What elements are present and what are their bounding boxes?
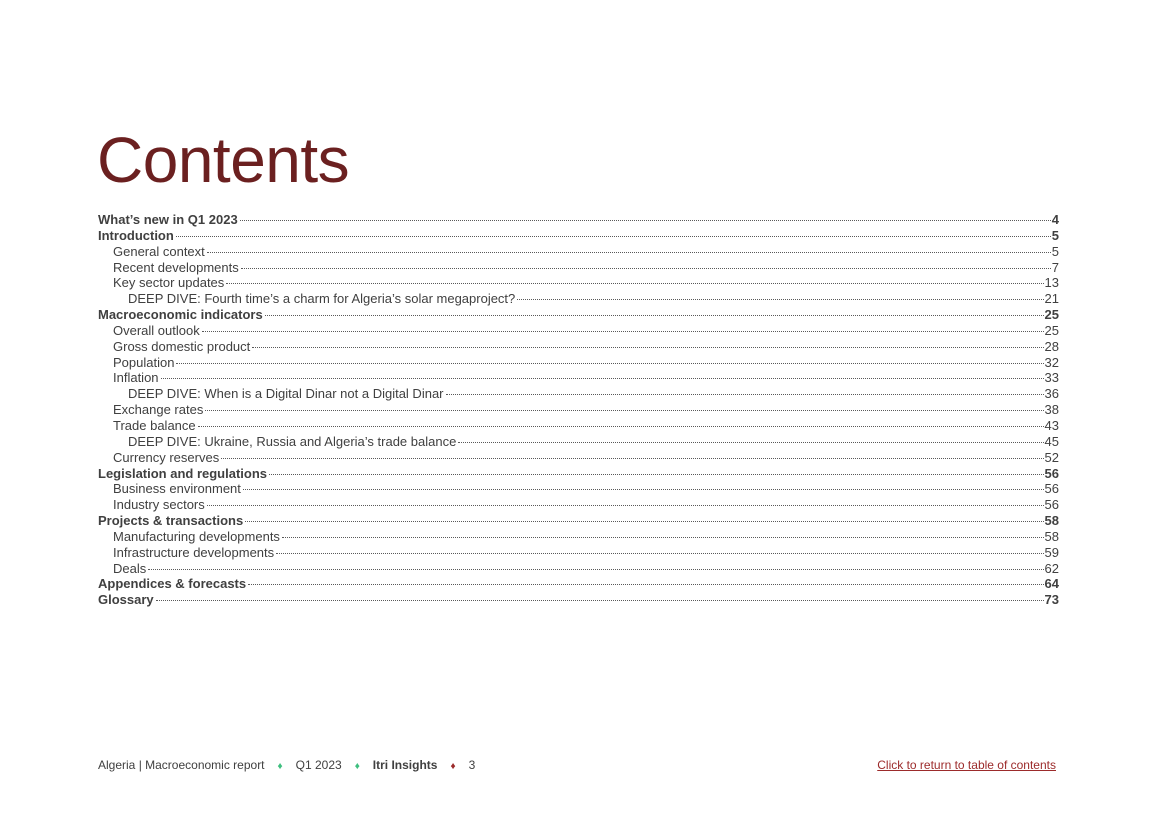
toc-dot-leader: [176, 236, 1051, 237]
toc-entry-title: Appendices & forecasts: [98, 576, 247, 592]
toc-entry-title: Overall outlook: [113, 322, 200, 338]
toc-dot-leader: [226, 283, 1043, 284]
toc-entry-page: 56: [1044, 497, 1059, 513]
toc-entry-title: Infrastructure developments: [113, 544, 275, 560]
diamond-icon: ♦: [277, 761, 283, 772]
toc-entry-title: Trade balance: [113, 417, 196, 433]
toc-entry-title: Key sector updates: [113, 275, 225, 291]
toc-dot-leader: [207, 252, 1051, 253]
toc-entry-title: Deals: [113, 560, 147, 576]
toc-dot-leader: [202, 331, 1044, 332]
toc-entry[interactable]: [98, 497, 1059, 513]
footer-page-number: 3: [468, 758, 476, 772]
footer-quarter: Q1 2023: [295, 758, 342, 772]
toc-entry[interactable]: [98, 307, 1059, 323]
diamond-icon: ♦: [354, 761, 360, 772]
toc-entry[interactable]: [98, 513, 1059, 529]
return-to-toc-link[interactable]: Click to return to table of contents: [877, 758, 1056, 772]
toc-entry[interactable]: [98, 561, 1059, 577]
toc-entry-title: Currency reserves: [113, 449, 220, 465]
toc-dot-leader: [198, 426, 1044, 427]
toc-entry[interactable]: [98, 228, 1059, 244]
toc-entry[interactable]: [98, 244, 1059, 260]
toc-entry-page: 7: [1051, 259, 1059, 275]
toc-entry[interactable]: [98, 450, 1059, 466]
toc-entry[interactable]: [98, 545, 1059, 561]
toc-dot-leader: [458, 442, 1043, 443]
toc-dot-leader: [446, 394, 1044, 395]
toc-dot-leader: [265, 315, 1044, 316]
toc-entry[interactable]: [98, 592, 1059, 608]
toc-entry-title: Population: [113, 354, 175, 370]
toc-entry-page: 32: [1044, 354, 1059, 370]
toc-dot-leader: [161, 378, 1044, 379]
toc-dot-leader: [517, 299, 1043, 300]
toc-entry-title: Introduction: [98, 227, 174, 243]
toc-entry-title: DEEP DIVE: When is a Digital Dinar not a Digital Dinar: [128, 386, 444, 402]
toc-entry[interactable]: [98, 386, 1059, 402]
toc-entry-title: Manufacturing developments: [113, 528, 280, 544]
page-title: Contents: [97, 124, 350, 196]
toc-entry[interactable]: [98, 291, 1059, 307]
footer-report-name: Algeria | Macroeconomic report: [98, 758, 265, 772]
toc-entry[interactable]: [98, 275, 1059, 291]
toc-dot-leader: [148, 569, 1043, 570]
toc-entry[interactable]: [98, 576, 1059, 592]
toc-entry-title: Industry sectors: [113, 497, 205, 513]
toc-entry-title: Glossary: [98, 592, 154, 608]
toc-entry-page: 38: [1044, 402, 1059, 418]
toc-entry-page: 13: [1044, 275, 1059, 291]
toc-entry-page: 45: [1044, 433, 1059, 449]
toc-entry-title: Recent developments: [113, 259, 239, 275]
toc-entry-page: 59: [1044, 544, 1059, 560]
toc-entry[interactable]: [98, 370, 1059, 386]
toc-entry-page: 25: [1044, 307, 1059, 323]
toc-entry-title: Legislation and regulations: [98, 465, 268, 481]
toc-dot-leader: [205, 410, 1043, 411]
toc-entry[interactable]: [98, 481, 1059, 497]
toc-entry[interactable]: [98, 260, 1059, 276]
toc-entry[interactable]: [98, 434, 1059, 450]
toc-dot-leader: [241, 268, 1051, 269]
toc-entry[interactable]: [98, 323, 1059, 339]
toc-dot-leader: [282, 537, 1044, 538]
toc-dot-leader: [240, 220, 1051, 221]
toc-entry-page: 21: [1044, 291, 1059, 307]
toc-dot-leader: [252, 347, 1043, 348]
footer: [98, 757, 475, 775]
footer-brand: Itri Insights: [372, 758, 438, 772]
toc-dot-leader: [243, 489, 1044, 490]
toc-dot-leader: [156, 600, 1044, 601]
toc-dot-leader: [207, 505, 1044, 506]
toc-entry-title: Macroeconomic indicators: [98, 307, 263, 323]
toc-dot-leader: [269, 474, 1044, 475]
toc-entry-title: What’s new in Q1 2023: [98, 212, 238, 227]
toc-entry-page: 73: [1044, 592, 1059, 608]
toc-entry-page: 58: [1044, 513, 1059, 529]
toc-entry-title: DEEP DIVE: Ukraine, Russia and Algeria’s trade balance: [128, 433, 457, 449]
toc-entry[interactable]: [98, 355, 1059, 371]
toc-entry[interactable]: [98, 339, 1059, 355]
toc-entry-page: 5: [1051, 227, 1059, 243]
toc-entry[interactable]: [98, 212, 1059, 228]
toc-dot-leader: [176, 363, 1043, 364]
toc-entry-title: DEEP DIVE: Fourth time’s a charm for Algeria’s solar megaproject?: [128, 291, 516, 307]
toc-dot-leader: [221, 458, 1043, 459]
toc-entry-page: 58: [1044, 528, 1059, 544]
toc-entry-page: 56: [1044, 481, 1059, 497]
toc-entry-page: 28: [1044, 338, 1059, 354]
toc-entry[interactable]: [98, 529, 1059, 545]
toc-entry-title: Exchange rates: [113, 402, 204, 418]
toc-entry-title: General context: [113, 243, 205, 259]
toc-entry[interactable]: [98, 418, 1059, 434]
toc-entry[interactable]: [98, 402, 1059, 418]
toc-entry-page: 36: [1044, 386, 1059, 402]
toc-entry-title: Gross domestic product: [113, 338, 251, 354]
toc-dot-leader: [248, 584, 1043, 585]
toc-entry-page: 52: [1044, 449, 1059, 465]
toc-entry-page: 25: [1044, 322, 1059, 338]
toc-dot-leader: [276, 553, 1043, 554]
toc-entry-page: 33: [1044, 370, 1059, 386]
toc-entry-page: 64: [1044, 576, 1059, 592]
toc-entry-page: 5: [1051, 243, 1059, 259]
toc-entry-page: 56: [1044, 465, 1059, 481]
toc-entry-title: Projects & transactions: [98, 513, 244, 529]
toc-entry-page: 4: [1051, 212, 1059, 227]
toc-entry-title: Inflation: [113, 370, 159, 386]
toc-entry-page: 43: [1044, 417, 1059, 433]
table-of-contents: [98, 212, 1059, 608]
toc-dot-leader: [245, 521, 1043, 522]
diamond-icon: ♦: [450, 761, 456, 772]
toc-entry-title: Business environment: [113, 481, 241, 497]
toc-entry-page: 62: [1044, 560, 1059, 576]
toc-entry[interactable]: [98, 466, 1059, 482]
